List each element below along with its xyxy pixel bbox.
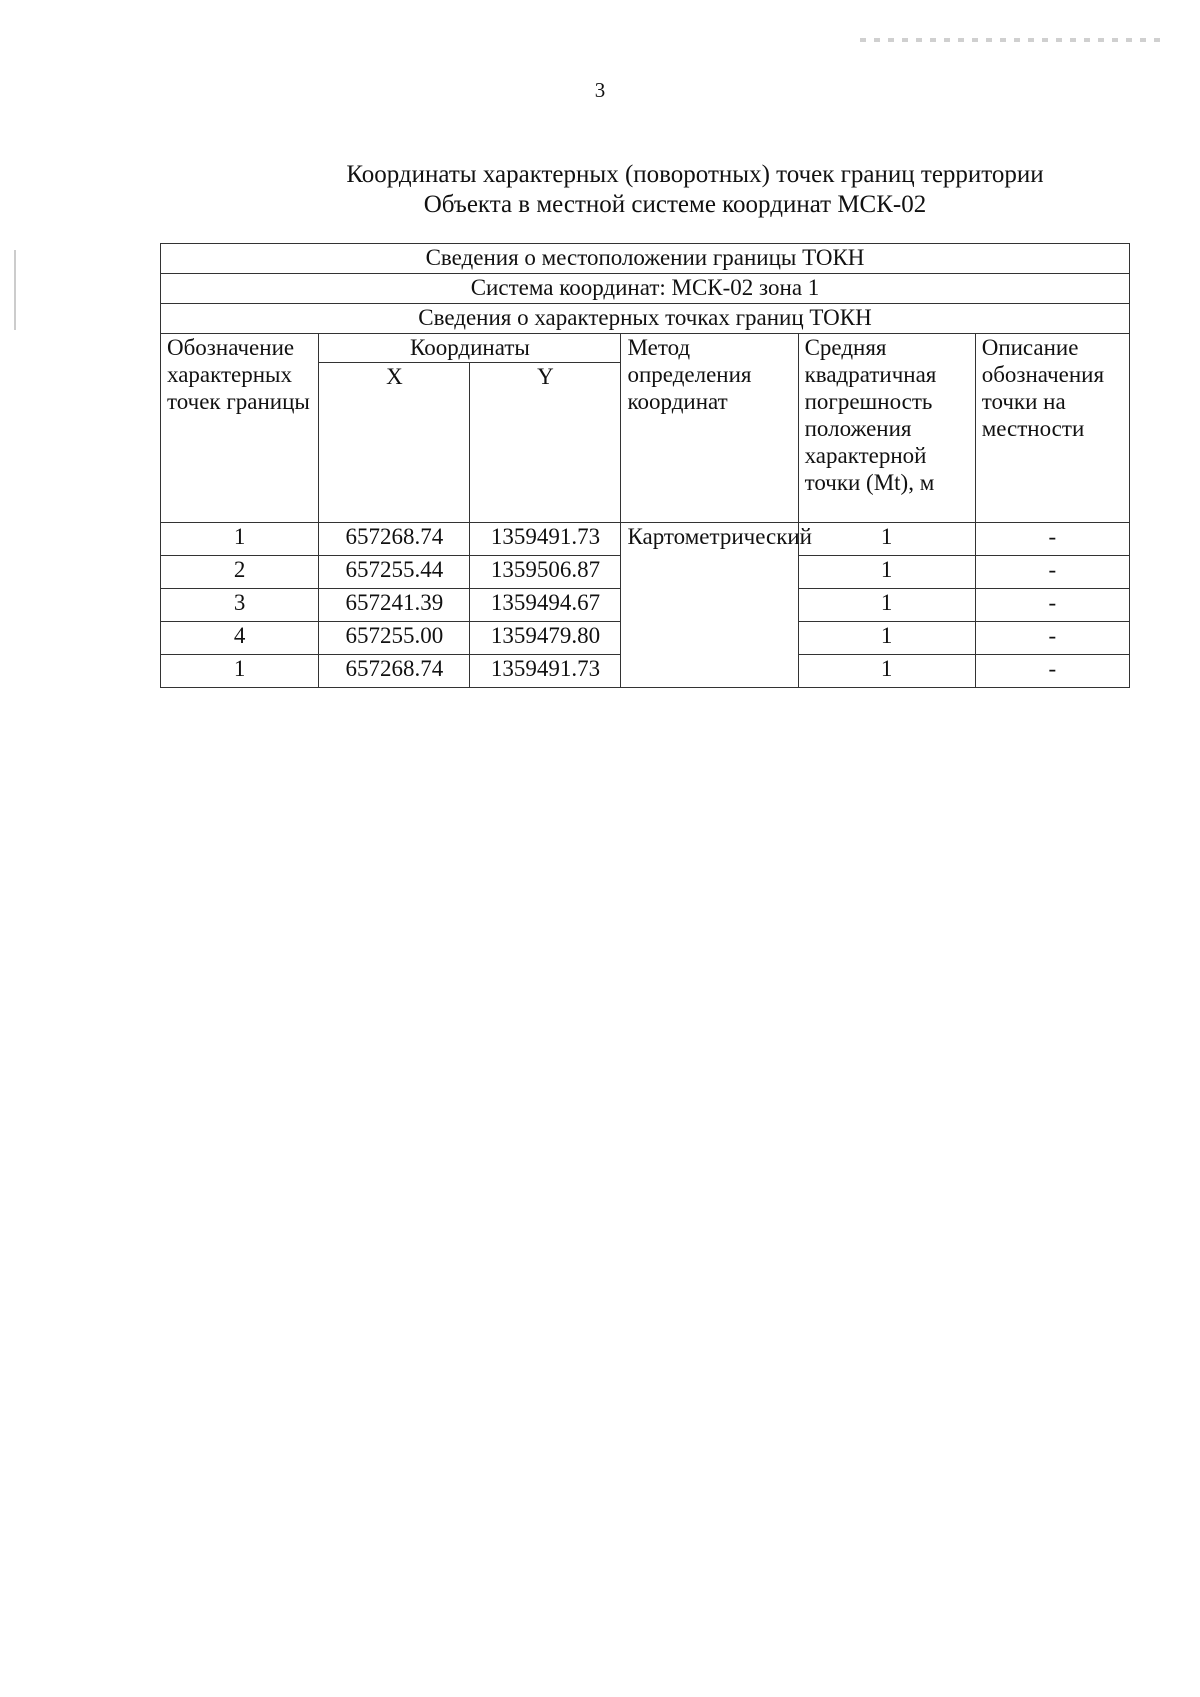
description-value: - bbox=[975, 589, 1129, 622]
mt-value: 1 bbox=[798, 556, 975, 589]
mt-value: 1 bbox=[798, 655, 975, 688]
x-value: 657268.74 bbox=[319, 655, 470, 688]
x-value: 657255.44 bbox=[319, 556, 470, 589]
header-point-description: Описание обозначения точки на местности bbox=[975, 334, 1129, 523]
description-value: - bbox=[975, 523, 1129, 556]
document-title bbox=[250, 160, 1100, 220]
title-line-1: Координаты характерных (поворотных) точек границ территории bbox=[346, 161, 1044, 188]
y-value: 1359506.87 bbox=[470, 556, 621, 589]
scan-artifact bbox=[860, 38, 1160, 42]
point-number: 3 bbox=[161, 589, 319, 622]
y-value: 1359479.80 bbox=[470, 622, 621, 655]
table-caption-points: Сведения о характерных точках границ ТОКН bbox=[161, 304, 1130, 334]
y-value: 1359491.73 bbox=[470, 523, 621, 556]
coordinates-table bbox=[160, 243, 1130, 688]
description-value: - bbox=[975, 556, 1129, 589]
mt-value: 1 bbox=[798, 523, 975, 556]
mt-value: 1 bbox=[798, 622, 975, 655]
y-value: 1359491.73 bbox=[470, 655, 621, 688]
header-mean-square-error: Средняя квадратичная погрешность положения характерной точки (Mt), м bbox=[798, 334, 975, 523]
mt-value: 1 bbox=[798, 589, 975, 622]
table-caption-location: Сведения о местоположении границы ТОКН bbox=[161, 244, 1130, 274]
title-line-2: Объекта в местной системе координат МСК-02 bbox=[423, 191, 927, 218]
x-value: 657241.39 bbox=[319, 589, 470, 622]
x-value: 657268.74 bbox=[319, 523, 470, 556]
x-value: 657255.00 bbox=[319, 622, 470, 655]
header-coordinates: Координаты bbox=[319, 334, 621, 363]
method-value: Картометрический bbox=[621, 523, 798, 688]
point-number: 1 bbox=[161, 655, 319, 688]
y-value: 1359494.67 bbox=[470, 589, 621, 622]
header-x: X bbox=[319, 363, 470, 523]
scan-edge-mark bbox=[14, 250, 16, 330]
header-y: Y bbox=[470, 363, 621, 523]
table-caption-coordinate-system: Система координат: МСК-02 зона 1 bbox=[161, 274, 1130, 304]
header-point-designation: Обозначение характерных точек границы bbox=[161, 334, 319, 523]
description-value: - bbox=[975, 622, 1129, 655]
point-number: 1 bbox=[161, 523, 319, 556]
description-value: - bbox=[975, 655, 1129, 688]
point-number: 4 bbox=[161, 622, 319, 655]
point-number: 2 bbox=[161, 556, 319, 589]
table-row bbox=[161, 523, 1130, 556]
page-number: 3 bbox=[594, 78, 606, 102]
header-method: Метод определения координат bbox=[621, 334, 798, 523]
